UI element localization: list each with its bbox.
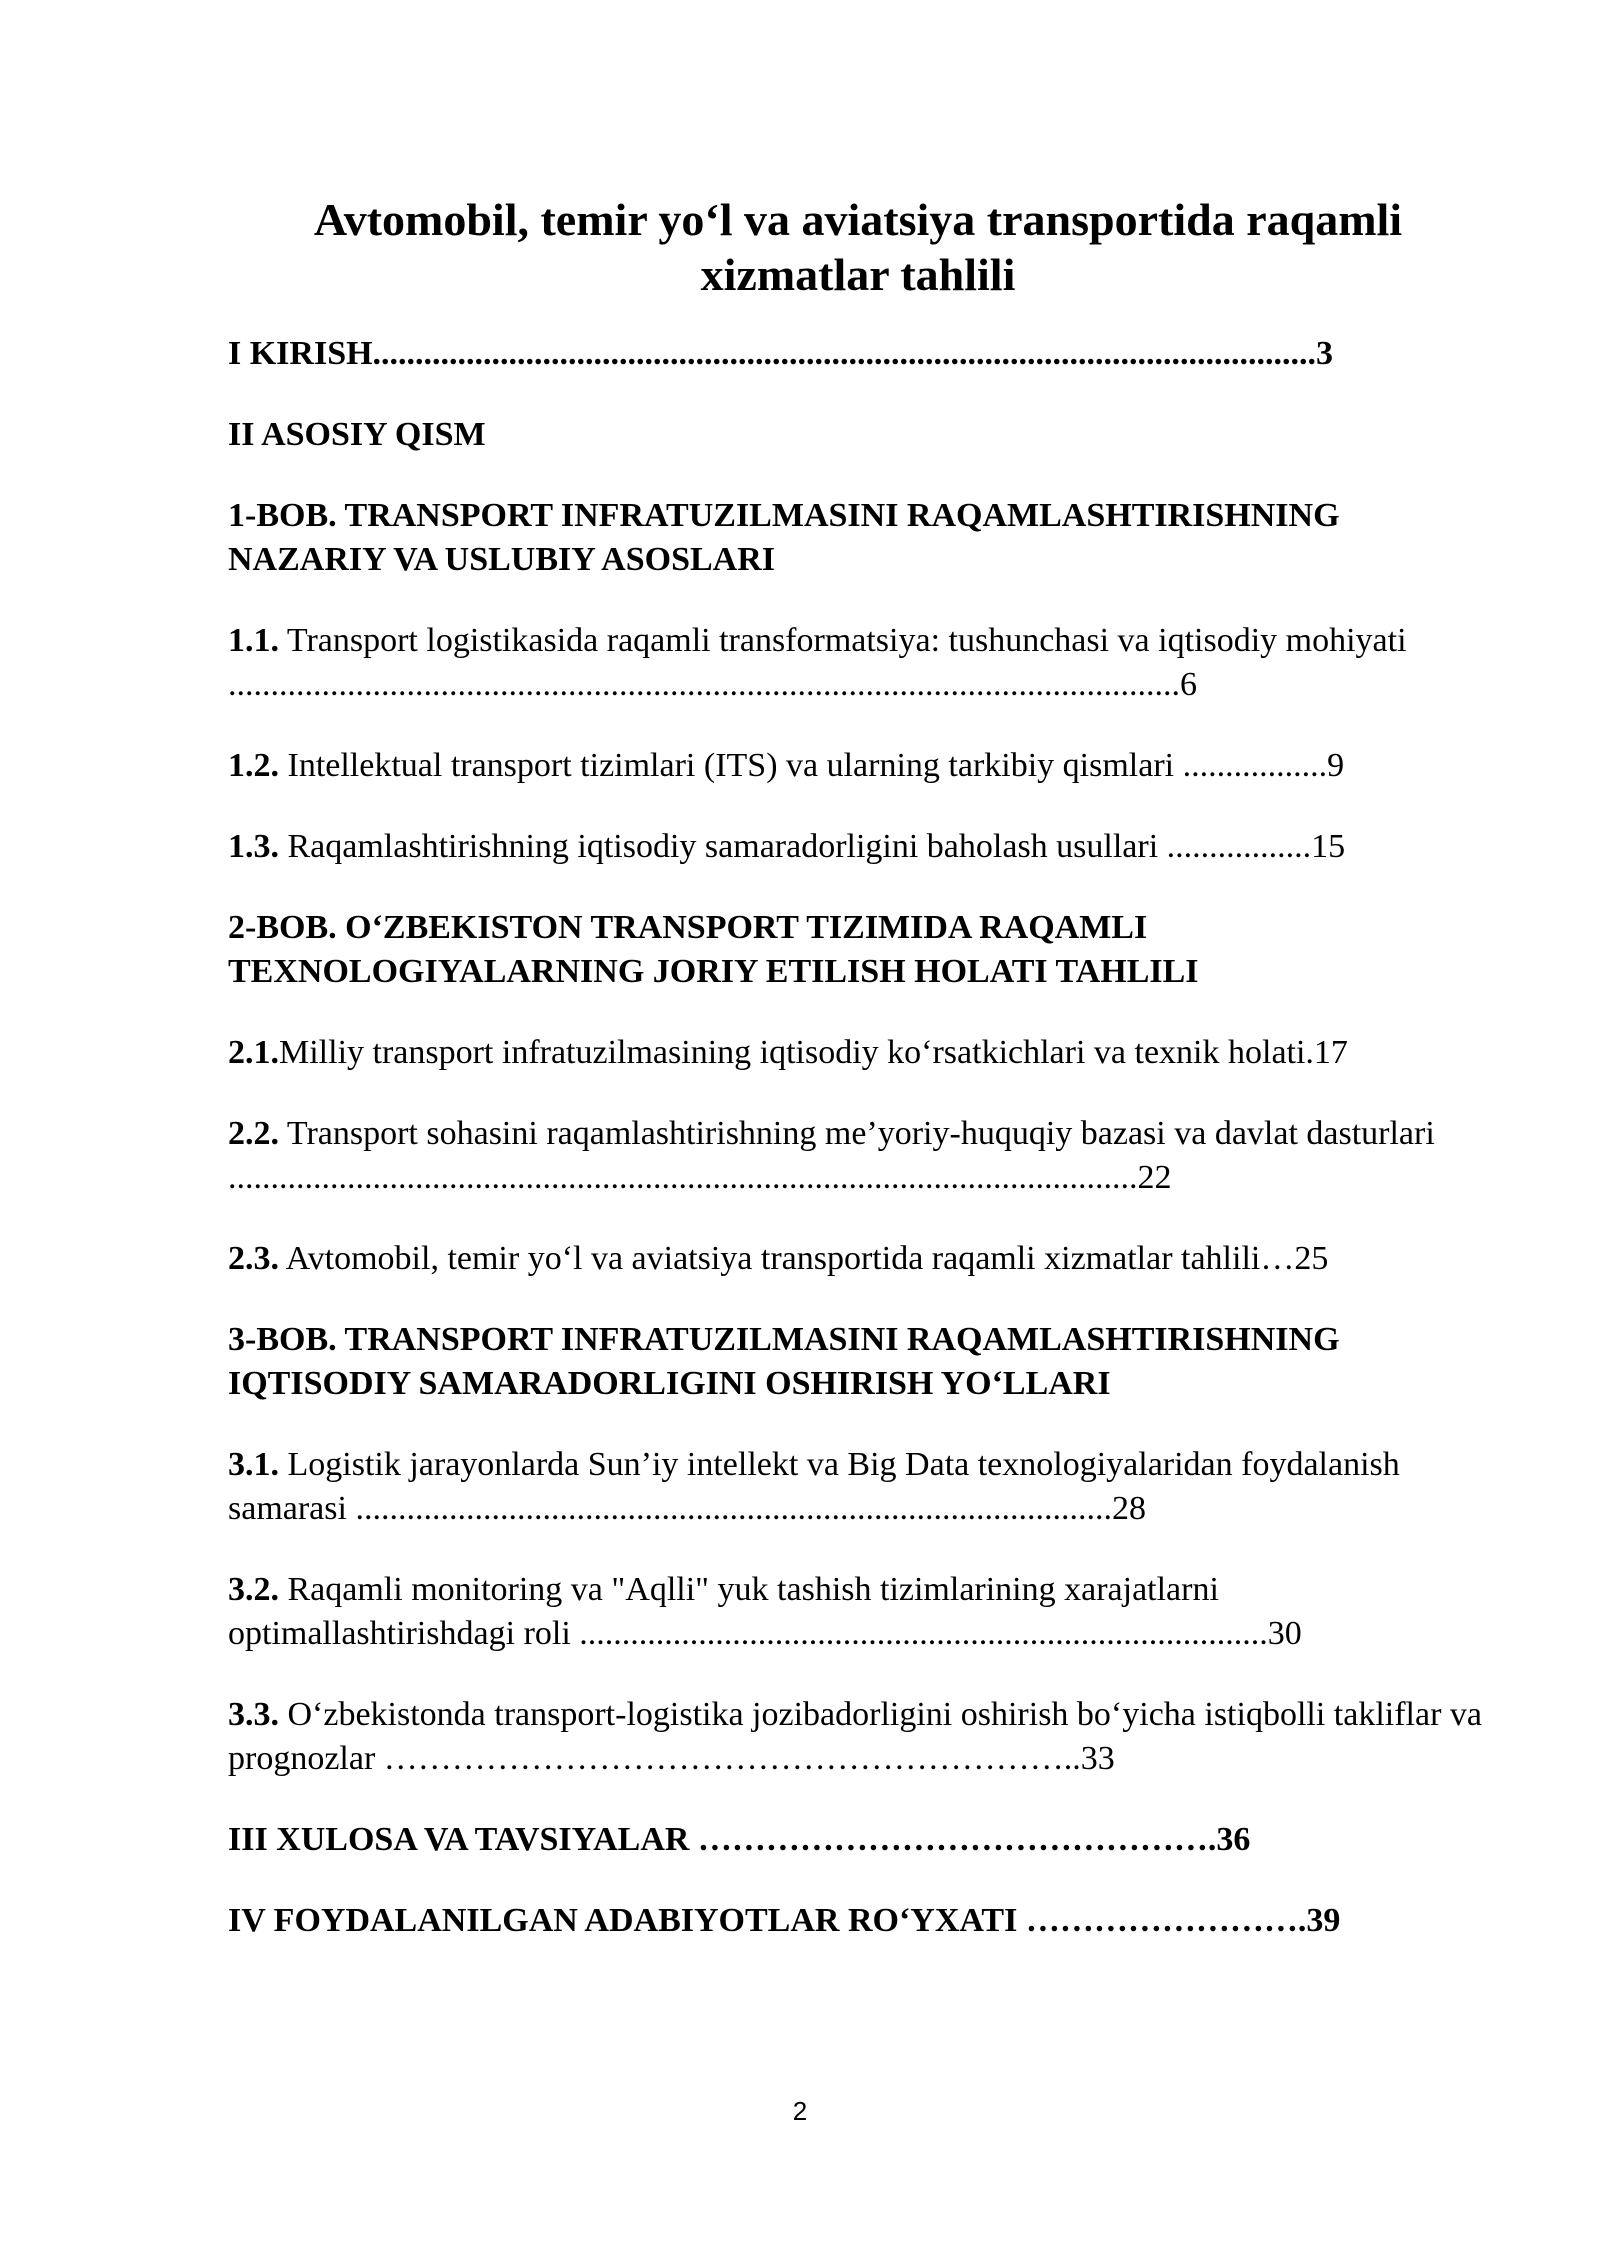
section-text: Intellektual transport tizimlari (ITS) va ularning tarkibiy qismlari .................9 xyxy=(279,747,1345,784)
toc-section-3-1 xyxy=(228,1443,1488,1531)
toc-chapter-text: 1-BOB. TRANSPORT INFRATUZILMASINI RAQAMLASHTIRISHNING NAZARIY VA USLUBIY ASOSLARI xyxy=(228,497,1340,578)
section-text: Transport sohasini raqamlashtirishning me’yoriy-huquqiy bazasi va davlat dasturlari ...........................................................................................................22 xyxy=(228,1115,1435,1196)
toc-entry-text: IV FOYDALANILGAN ADABIYOTLAR RO‘YXATI …………………….39 xyxy=(228,1902,1341,1939)
toc-chapter-text: 2-BOB. O‘ZBEKISTON TRANSPORT TIZIMIDA RAQAMLI TEXNOLOGIYALARNING JORIY ETILISH HOLATI TAHLILI xyxy=(228,909,1199,990)
section-text: Raqamlashtirishning iqtisodiy samaradorligini baholash usullari .................15 xyxy=(279,828,1346,865)
section-text: Avtomobil, temir yo‘l va aviatsiya transportida raqamli xizmatlar tahlili…25 xyxy=(279,1240,1329,1277)
toc-section-2-1 xyxy=(228,1031,1488,1075)
section-number: 2.3. xyxy=(228,1240,279,1277)
toc-entry-references xyxy=(228,1899,1488,1943)
section-number: 3.3. xyxy=(228,1696,279,1733)
toc-entry-introduction xyxy=(228,332,1488,376)
toc-section-2-3 xyxy=(228,1237,1488,1281)
toc-section-1-1 xyxy=(228,619,1488,707)
section-number: 1.1. xyxy=(228,622,279,659)
toc-section-1-3 xyxy=(228,825,1488,869)
section-number: 3.1. xyxy=(228,1446,279,1483)
section-number: 2.1. xyxy=(228,1034,279,1071)
toc-entry-main-part xyxy=(228,413,1488,457)
section-text: Raqamli monitoring va "Aqlli" yuk tashish tizimlarining xarajatlarni optimallashtirishdagi roli .................................................................................30 xyxy=(228,1571,1302,1652)
toc-chapter-3 xyxy=(228,1318,1488,1406)
toc-chapter-2 xyxy=(228,906,1488,994)
section-number: 1.2. xyxy=(228,747,279,784)
toc-entry-text: II ASOSIY QISM xyxy=(228,416,486,453)
toc-section-2-2 xyxy=(228,1112,1488,1200)
toc-entry-text: III XULOSA VA TAVSIYALAR ……………………………………….36 xyxy=(228,1821,1251,1858)
section-text: Transport logistikasida raqamli transformatsiya: tushunchasi va iqtisodiy mohiyati ................................................................................................................6 xyxy=(228,622,1407,703)
section-number: 3.2. xyxy=(228,1571,279,1608)
toc-section-1-2 xyxy=(228,744,1488,788)
toc-entry-text: I KIRISH...............................................................................................................3 xyxy=(228,335,1334,372)
toc-entry-conclusion xyxy=(228,1818,1488,1862)
table-of-contents xyxy=(228,332,1488,1980)
section-text: Milliy transport infratuzilmasining iqtisodiy ko‘rsatkichlari va texnik holati.17 xyxy=(279,1034,1348,1071)
section-number: 2.2. xyxy=(228,1115,279,1152)
toc-section-3-2 xyxy=(228,1568,1488,1656)
toc-chapter-text: 3-BOB. TRANSPORT INFRATUZILMASINI RAQAMLASHTIRISHNING IQTISODIY SAMARADORLIGINI OSHIRISH YO‘LLARI xyxy=(228,1321,1340,1402)
section-text: Logistik jarayonlarda Sun’iy intellekt va Big Data texnologiyalaridan foydalanish samarasi .........................................................................................28 xyxy=(228,1446,1400,1527)
section-number: 1.3. xyxy=(228,828,279,865)
toc-section-3-3 xyxy=(228,1693,1488,1781)
section-text: O‘zbekistonda transport-logistika jozibadorligini oshirish bo‘yicha istiqbolli takliflar va prognozlar ……………………………………………………..33 xyxy=(228,1696,1482,1777)
toc-chapter-1 xyxy=(228,494,1488,582)
page-number: 2 xyxy=(792,2096,808,2126)
document-title: Avtomobil, temir yo‘l va aviatsiya transportida raqamli xizmatlar tahlili xyxy=(313,194,1403,300)
